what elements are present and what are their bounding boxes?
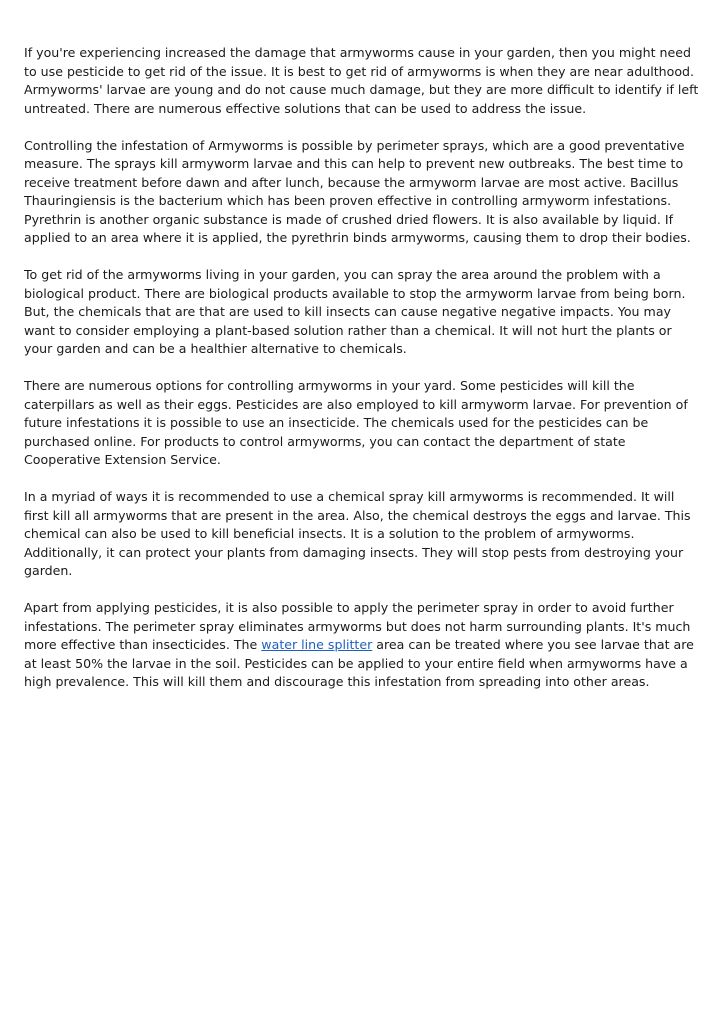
paragraph-2: Controlling the infestation of Armyworms is possible by perimeter sprays, which are a good preventative measure. The sprays kill armyworm larvae and this can help to prevent new outbreaks. The best time to receive treatment before dawn and after lunch, because the armyworm larvae are most active. Bacillus Thauringiensis is the bacterium which has been proven effective in controlling armyworm infestations. Pyrethrin is another organic substance is made of crushed dried flowers. It is also available by liquid. If applied to an area where it is applied, the pyrethrin binds armyworms, causing them to drop their bodies. [24, 137, 691, 245]
paragraph-4: There are numerous options for controlling armyworms in your yard. Some pesticides will kill the caterpillars as well as their eggs. Pesticides are also employed to kill armyworm larvae. For prevention of future infestations it is possible to use an insecticide. The chemicals used for the pesticides can be purchased online. For products to control armyworms, you can contact the department of state Cooperative Extension Service. [24, 378, 688, 467]
article-body [24, 44, 700, 710]
paragraph-3: To get rid of the armyworms living in your garden, you can spray the area around the problem with a biological product. There are biological products available to stop the armyworm larvae from being born. But, the chemicals that are that are used to kill insects can cause negative negative impacts. You may want to consider employing a plant-based solution rather than a chemical. It will not hurt the plants or your garden and can be a healthier alternative to chemicals. [24, 267, 686, 356]
paragraph-6-text-after-link: area can be treated where you see larvae that are at least 50% the larvae in the soil. Pesticides can be applied to your entire field when armyworms have a high prevalence. This will kill them and discourage this infestation from spreading into other areas. [24, 637, 694, 689]
paragraph-5: In a myriad of ways it is recommended to use a chemical spray kill armyworms is recommended. It will first kill all armyworms that are present in the area. Also, the chemical destroys the eggs and larvae. This chemical can also be used to kill beneficial insects. It is a solution to the problem of armyworms. Additionally, it can protect your plants from damaging insects. They will stop pests from destroying your garden. [24, 489, 691, 578]
paragraph-6-text-before-link: Apart from applying pesticides, it is also possible to apply the perimeter spray in order to avoid further infestations. The perimeter spray eliminates armyworms but does not harm surrounding plants. It's much more effective than insecticides. The [24, 600, 691, 652]
paragraph-1: If you're experiencing increased the damage that armyworms cause in your garden, then you might need to use pesticide to get rid of the issue. It is best to get rid of armyworms is when they are near adulthood. Armyworms' larvae are young and do not cause much damage, but they are more difficult to identify if left untreated. There are numerous effective solutions that can be used to address the issue. [24, 45, 699, 116]
water-line-splitter-link[interactable]: water line splitter [261, 637, 373, 652]
paragraph-6 [24, 599, 700, 692]
